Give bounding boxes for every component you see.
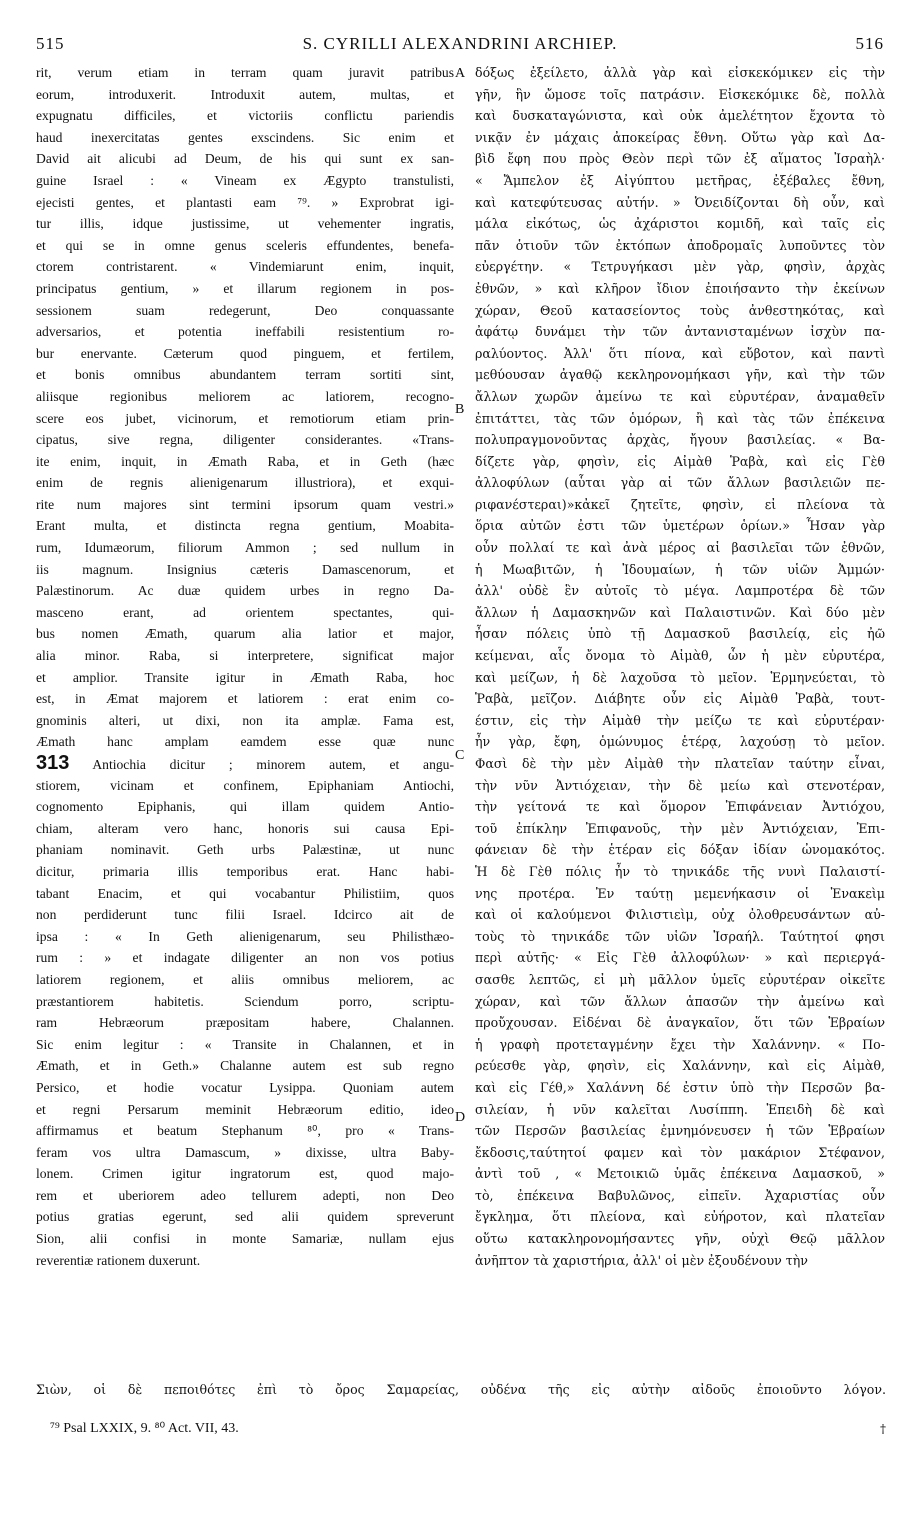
latin-line: rit, verum etiam in terram quam juravit patribus bbox=[36, 65, 454, 80]
latin-line: chiam, alteram vero hanc, honoris sui causa Epi- bbox=[36, 820, 454, 836]
latin-line: 313 Antiochia dicitur ; minorem autem, et angu- bbox=[36, 753, 454, 774]
latin-line: enim de regnis alienigenarum illustriora), et exqui- bbox=[36, 475, 454, 491]
latin-line: Erant multa, et distincta regna gentium, Moabita- bbox=[36, 518, 454, 534]
latin-line: et bonis omnibus abundantem terram sortiti sint, bbox=[36, 367, 454, 383]
latin-line: Æmath, et in Geth.» Chalanne autem est sub regno bbox=[36, 1058, 454, 1074]
greek-line: φάνειαν δὲ τὴν ἑτέραν εἰς δόξαν ἰδίαν ὠνομακότος. bbox=[475, 842, 885, 858]
latin-line: latiorem regionem, et aliis omnibus meliorem, ac bbox=[36, 971, 454, 987]
greek-line: περὶ αὐτῆς· « Εἰς Γὲθ ἀλλοφύλων· » καὶ περιεργά- bbox=[475, 950, 885, 966]
latin-line: bus nomen Æmath, quarum alia latior et major, bbox=[36, 626, 454, 642]
greek-line: σασθε λεπτῶς, εἰ μὴ μᾶλλον ὑμεῖς εὐρυτέραν οἰκεῖτε bbox=[475, 971, 885, 987]
latin-column bbox=[36, 62, 454, 1271]
greek-line: τὴν νῦν Ἀντιόχειαν, τὴν δὲ μείω καὶ στενοτέραν, bbox=[475, 777, 885, 793]
latin-line: est, in Æmat majorem et latiorem : erat enim co- bbox=[36, 691, 454, 707]
latin-line: cipatus, sive regna, diligenter considerantes. «Trans- bbox=[36, 432, 454, 448]
latin-line: eorum, introduxerit. Introduxit autem, multas, et bbox=[36, 86, 454, 102]
greek-line: καὶ μείζων, ἡ δὲ λαχοῦσα τὸ μεῖον. Ἑρμηνεύεται, τὸ bbox=[475, 669, 885, 685]
greek-line: ἐπιτάττει, τὰς τῶν ὁμόρων, ἢ καὶ τὰς τῶν ἐπέκεινα bbox=[475, 410, 885, 426]
greek-line: ἦσαν πόλεις ὑπὸ τῇ Δαμασκοῦ βασιλείᾳ, εἰς ἠῶ bbox=[475, 626, 885, 642]
latin-line: ite enim, inquit, in Æmath Raba, et in Geth (hæc bbox=[36, 453, 454, 469]
greek-line: ἀντὶ τοῦ , « Μετοικιῶ ὑμᾶς ἐπέκεινα Δαμασκοῦ, » bbox=[475, 1166, 885, 1182]
greek-line: ἄλλων ἡ Δαμασκηνῶν καὶ Παλαιστινῶν. Καὶ δύο μὲν bbox=[475, 604, 885, 620]
greek-line: ραλύοντος. Ἀλλ' ὅτι πίονα, καὶ εὔβοτον, καὶ παντὶ bbox=[475, 345, 885, 361]
latin-line: lonem. Crimen igitur ingratorum est, quod majo- bbox=[36, 1166, 454, 1182]
latin-line: Persico, et hodie vocatur Lysippa. Quoniam autem bbox=[36, 1079, 454, 1095]
latin-line: haud inexercitatas gentes exscindens. Sic enim et bbox=[36, 129, 454, 145]
greek-line: ἐθνῶν, » καὶ κλῆρον ἴδιον ἐποιήσαντο τὴν ἐκείνων bbox=[475, 280, 885, 296]
column-number: 313 bbox=[36, 753, 70, 774]
greek-line: εὐεργέτην. « Τετρυγήκασι μὲν γὰρ, φησὶν, ἀρχὰς bbox=[475, 259, 885, 275]
greek-line: τοὺς τὸ τηνικάδε τῶν υἱῶν Ἰσραήλ. Ταύτητοί φησι bbox=[475, 928, 885, 944]
latin-line: expugnatu difficiles, et victoriis conflictu pariendis bbox=[36, 108, 454, 124]
greek-line: χώραν, καὶ τῶν ἄλλων ἁπασῶν τὴν ἀμείνω καὶ bbox=[475, 993, 885, 1009]
greek-line: γῆν, ἣν ὤμοσε τοῖς πατράσιν. Εἰσκεκόμικε δὲ, πολλὰ bbox=[475, 86, 885, 102]
page-number-right: 516 bbox=[855, 34, 884, 53]
latin-line: adversarios, et potentia ineffabili resistentium ro- bbox=[36, 324, 454, 340]
greek-line: Φασὶ δὲ τὴν μὲν Αἰμὰθ τὴν πλατεῖαν ταύτην εἶναι, bbox=[475, 756, 885, 771]
greek-line: πᾶν ὁτιοῦν τῶν ἐκτόπων ἀποδρομαῖς λυποῦντες τὸν bbox=[475, 237, 885, 253]
greek-line: τοῦ ἐπίκλην Ἐπιφανοῦς, τὴν μὲν Ἀντιόχειαν, Ἐπι- bbox=[475, 820, 885, 836]
latin-line: feram vos ultra Damascum, » dixisse, ultra Baby- bbox=[36, 1144, 454, 1160]
latin-line: affirmamus et beatum Stephanum ⁸⁰, pro « Trans- bbox=[36, 1123, 454, 1139]
greek-line: ἔγκλημα, ὅτι πλείονα, καὶ εὐήροτον, καὶ πλατεῖαν bbox=[475, 1209, 885, 1225]
latin-line: ipsa : « In Geth alienigenarum, seu Philisthæo- bbox=[36, 928, 454, 944]
latin-line: iis magnum. Insignius cæteris Damascenorum, et bbox=[36, 561, 454, 577]
greek-line: δίζετε γὰρ, φησὶν, εἰς Αἰμὰθ Ῥαβὰ, καὶ εἰς Γὲθ bbox=[475, 453, 885, 469]
greek-line: κείμεναι, αἷς ὄνομα τὸ Αἰμὰθ, ὧν ἡ μὲν εὐρυτέρα, bbox=[475, 648, 885, 664]
latin-line: potius gratias egerunt, sed alii quidem spreverunt bbox=[36, 1209, 454, 1225]
latin-line: non perdiderunt tunc filii Israel. Idcirco ait de bbox=[36, 907, 454, 923]
greek-line: ἀφάτῳ δυνάμει τὴν τῶν ἀντανισταμένων ἰσχὺν πα- bbox=[475, 324, 885, 340]
latin-line: alia minor. Raba, si interpretere, significat major bbox=[36, 648, 454, 664]
latin-line: dicitur, primaria illis temporibus erat. Hanc habi- bbox=[36, 863, 454, 879]
latin-line: rum, Idumæorum, filiorum Ammon ; sed nullum in bbox=[36, 540, 454, 556]
greek-line: ἀνῆπτον τὰ χαριστήρια, ἀλλ' οἱ μὲν ἐξουδένουν τὴν bbox=[475, 1252, 808, 1268]
greek-line: ἡ γραφὴ προτεταγμένην ἔχει τὴν Χαλάννην. « Πο- bbox=[475, 1036, 885, 1052]
greek-line: σιλείαν, ἡ νῦν καλεῖται Λυσίππη. Ἐπειδὴ δὲ καὶ bbox=[475, 1101, 885, 1117]
greek-line: προὔχουσαν. Εἰδέναι δὲ ἀναγκαῖον, ὅτι τῶν Ἑβραίων bbox=[475, 1015, 885, 1031]
latin-line: Sion, alii confisi in monte Samariæ, nullam ejus bbox=[36, 1231, 454, 1247]
latin-line: ejecisti gentes, et plantasti eam ⁷⁹. » Exprobrat igi- bbox=[36, 194, 454, 210]
latin-line: et amplior. Transite igitur in Æmath Raba, hoc bbox=[36, 669, 454, 685]
latin-line: scere eos jubet, vicinorum, et remotiorum etiam prin- bbox=[36, 410, 454, 426]
greek-line: μεθύουσαν ἀγαθῷ κεκληρονομήκασι γῆν, καὶ τὴν τῶν bbox=[475, 367, 885, 383]
margin-marker-b: B bbox=[455, 402, 465, 417]
footnotes: ⁷⁹ Psal LXXIX, 9. ⁸⁰ Act. VII, 43. bbox=[50, 1421, 239, 1436]
greek-line: ριφανέστεραι)»κἀκεῖ ζητεῖτε, φησὶν, εἰ πλείονα τὰ bbox=[475, 496, 885, 512]
latin-line: masceno erant, ad orientem spectantes, qui- bbox=[36, 604, 454, 620]
greek-line: Ῥαβὰ, μεῖζον. Διάβητε οὖν εἰς Αἰμὰθ Ῥαβὰ, τουτ- bbox=[475, 691, 885, 707]
latin-line: bur enervante. Cæterum quod pinguem, et fertilem, bbox=[36, 345, 454, 361]
latin-line: tur illis, idque justissime, ut vehementer ingratis, bbox=[36, 216, 454, 232]
latin-line: rum : » et indagate diligenter an non vos potius bbox=[36, 950, 454, 966]
greek-column bbox=[475, 62, 885, 1271]
margin-marker-d: D bbox=[455, 1110, 466, 1125]
greek-line: δόξως ἐξείλετο, ἀλλὰ γὰρ καὶ εἰσκεκόμικεν εἰς τὴν bbox=[475, 65, 885, 80]
greek-line: πολυπραγμονοῦντας ἀρχὰς, ἤγουν βασιλείας. « Βα- bbox=[475, 432, 885, 448]
latin-line: guine Israel : « Vineam ex Ægypto transtulisti, bbox=[36, 172, 454, 188]
greek-line: καὶ κατεφύτευσας αὐτήν. » Ὀνειδίζονται δὴ οὖν, καὶ bbox=[475, 194, 885, 210]
greek-line: νης προτέρα. Ἐν ταύτῃ μεμενήκασιν οἱ Ἐνακεὶμ bbox=[475, 885, 885, 901]
margin-marker-c: C bbox=[455, 748, 465, 763]
greek-line: ἄλλων χωρῶν ἀμείνω τε καὶ εὐρυτέραν, ἀναμαθεῖν bbox=[475, 388, 885, 404]
latin-line: et regni Persarum meminit Hebræorum editio, ideo bbox=[36, 1101, 454, 1117]
latin-line: gnominis alteri, ut dixi, non ita amplæ. Fama est, bbox=[36, 712, 454, 728]
greek-line: τῶν Περσῶν βασιλείας ἐμνημόνευσεν ἡ τῶν Ἑβραίων bbox=[475, 1123, 885, 1139]
greek-line: τὸ, ἐπέκεινα Βαβυλῶνος, εἰπεῖν. Ἀχαριστίας οὖν bbox=[475, 1187, 885, 1203]
latin-line: ctorem contristarent. « Vindemiarunt enim, inquit, bbox=[36, 259, 454, 275]
latin-line: cognomento Epiphanis, qui illam quidem Antio- bbox=[36, 799, 454, 815]
greek-line: οὕτω κατακληρονομήσαντες γῆν, οὐχὶ Θεῷ μᾶλλον bbox=[475, 1231, 885, 1247]
greek-line: χώραν, Θεοῦ κατασείοντος τοὺς ἀνθεστηκότας, καὶ bbox=[475, 302, 885, 318]
greek-line: καὶ δυσκαταγώνιστα, καὶ οὐκ ἀμελέτητον ἔχοντα τὸ bbox=[475, 108, 885, 124]
greek-line: καὶ εἰς Γέθ,» Χαλάννη δέ ἐστιν ὑπὸ τὴν Περσῶν βα- bbox=[475, 1079, 885, 1095]
margin-marker-a: A bbox=[455, 66, 466, 81]
greek-line: οὖν πολλαί τε καὶ ἀνὰ μέρος αἱ βασιλεῖαι τῶν ἐθνῶν, bbox=[475, 540, 885, 556]
greek-line: καὶ οἱ καλούμενοι Φιλιστιεὶμ, οὐχ ὀλοθρευσάντων αὐ- bbox=[475, 907, 885, 923]
greek-line: μάλα εἰκότως, ὡς ἀχάριστοι κομιδῆ, καὶ ταῖς εἰς bbox=[475, 216, 885, 232]
greek-line: έστιν, εἰς τὴν Αἰμὰθ τὴν μείζω τε καὶ εὐρυτέραν· bbox=[475, 712, 885, 728]
latin-line: præstantiorem habitetis. Sciendum porro, scriptu- bbox=[36, 993, 454, 1009]
latin-line: ram Hebræorum præpositam habere, Chalannen. bbox=[36, 1015, 454, 1031]
greek-line: ἡ Μωαβιτῶν, ἡ Ἰδουμαίων, ἡ τῶν υἱῶν Ἀμμών· bbox=[475, 561, 885, 577]
running-title: S. CYRILLI ALEXANDRINI ARCHIEP. bbox=[302, 34, 618, 53]
greek-line: ἀλλ' οὐδὲ ἓν αὐτοῖς τὸ μέγα. Λαμπροτέρα δὲ τῶν bbox=[475, 583, 885, 599]
greek-line: ρεύεσθε γὰρ, φησὶν, εἰς Χαλάννην, καὶ εἰς Αἰμὰθ, bbox=[475, 1058, 885, 1074]
greek-line: τὴν γείτονά τε καὶ ὅμορον Ἐπιφάνειαν Ἀντιόχου, bbox=[475, 799, 885, 815]
latin-line: stiorem, vicinam et confinem, Epiphaniam Antiochi, bbox=[36, 777, 454, 793]
latin-line: sessionem suam redegerunt, Deo conquassante bbox=[36, 302, 454, 318]
greek-line: ἔκδοσις,ταύτητοί φαμεν καὶ τὸν μακάριον Στέφανον, bbox=[475, 1144, 885, 1160]
latin-line: tabant Enacim, et qui vocabantur Philistiim, quos bbox=[36, 885, 454, 901]
greek-line: νικᾷν ἐν μάχαις ἀποκείρας ἔθνη. Οὕτω γὰρ καὶ Δα- bbox=[475, 129, 885, 145]
latin-line: Palæstinorum. Ac duæ quidem urbes in regno Da- bbox=[36, 583, 454, 599]
greek-line: ἦν γὰρ, ἔφη, ὁμώνυμος ἑτέρᾳ, λαχούσῃ τὸ μεῖον. bbox=[475, 734, 885, 750]
greek-line: « Ἄμπελον ἐξ Αἰγύπτου μετῆρας, ἐξέβαλες ἔθνη, bbox=[475, 172, 885, 188]
margin-mark: † bbox=[880, 1422, 886, 1436]
latin-line: et qui se in omne genus sceleris effundentes, benefa- bbox=[36, 237, 454, 253]
page-header bbox=[36, 34, 884, 58]
latin-line: rite num majores sint termini ipsorum quam vestri.» bbox=[36, 496, 454, 512]
greek-line: Ἡ δὲ Γὲθ πόλις ἦν τὸ τηνικάδε τῆς νυνὶ Παλαιστί- bbox=[475, 863, 885, 879]
spanning-line: Σιὼν, οἱ δὲ πεποιθότες ἐπὶ τὸ ὄρος Σαμαρείας, οὐδένα τῆς εἰς αὐτὴν αἰδοῦς ἐποιοῦντο λόγον. bbox=[36, 1382, 886, 1397]
latin-line: principatus gentium, » et illarum regionem in pos- bbox=[36, 280, 454, 296]
greek-line: ἀλλοφύλων (αὗται γὰρ αἱ τῶν ἄλλων βασιλειῶν πε- bbox=[475, 475, 885, 491]
greek-line: βὶδ ἔφη που πρὸς Θεὸν περὶ τῶν ἐξ αἵματος Ἰσραὴλ· bbox=[475, 151, 885, 167]
latin-line: Æmath hanc amplam eamdem esse quæ nunc bbox=[36, 734, 454, 750]
latin-line: reverentiæ rationem duxerunt. bbox=[36, 1252, 201, 1268]
page-number-left: 515 bbox=[36, 34, 65, 53]
latin-line: aliisque regionibus meliorem ac latiorem, recogno- bbox=[36, 388, 454, 404]
latin-line: David ait alicubi ad Deum, de his qui sunt ex san- bbox=[36, 151, 454, 167]
greek-line: ὅρια αὐτῶν ἐστι τῶν ὑμετέρων ὁρίων.» Ἦσαν γὰρ bbox=[475, 518, 885, 534]
latin-line: phaniam nominavit. Geth urbs Palæstinæ, ut nunc bbox=[36, 842, 454, 858]
latin-line: Sic enim legitur : « Transite in Chalannen, et in bbox=[36, 1036, 454, 1052]
latin-line: rem et uberiorem adeo tellurem adepti, non Deo bbox=[36, 1187, 454, 1203]
